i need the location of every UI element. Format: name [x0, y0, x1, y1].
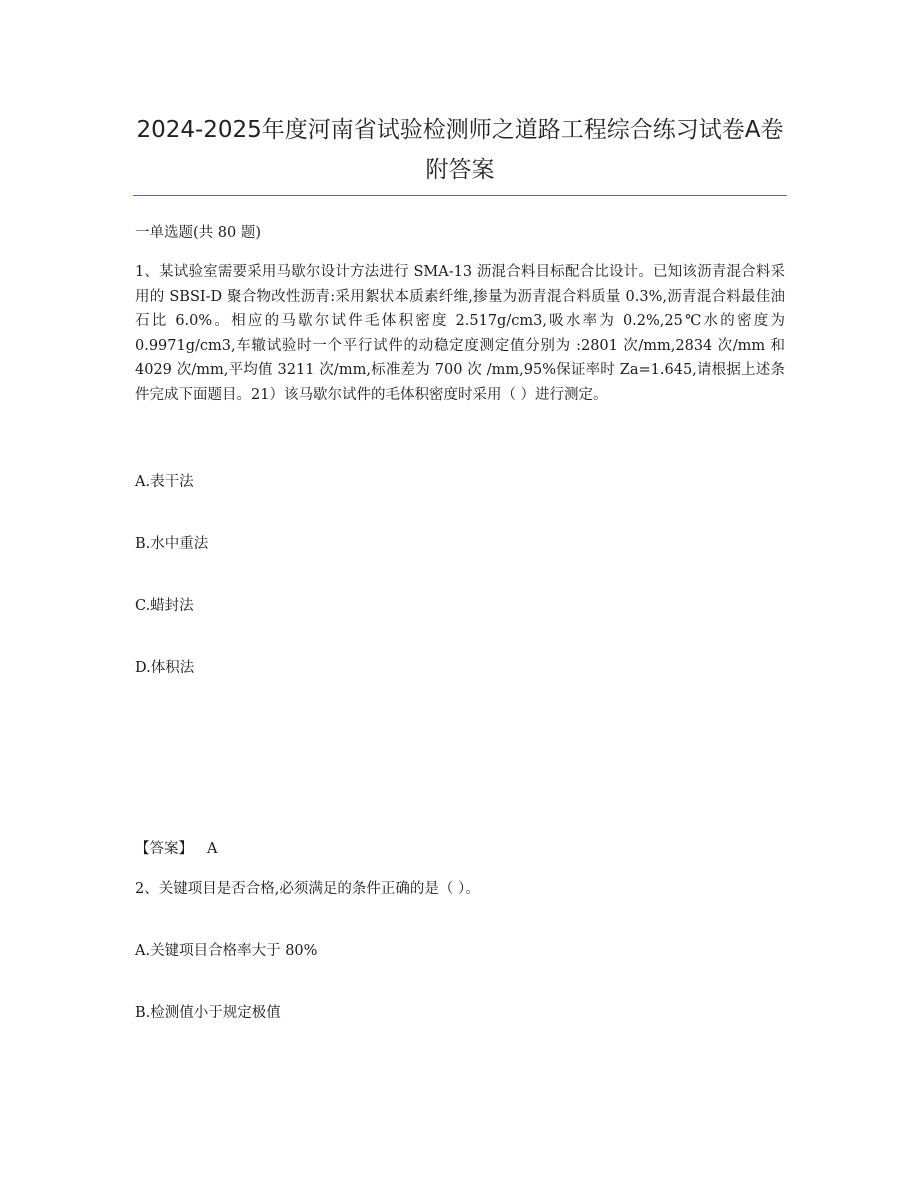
question-2-text: 2、关键项目是否合格,必须满足的条件正确的是（ ）。	[135, 881, 480, 897]
question-1-option-b: B.水中重法	[135, 536, 209, 552]
answer-value: A	[207, 841, 218, 857]
question-1-option-d: D.体积法	[135, 660, 195, 676]
question-2-option-b: B.检测值小于规定极值	[135, 1005, 281, 1021]
document-title: 2024-2025年度河南省试验检测师之道路工程综合练习试卷A卷附答案	[136, 117, 784, 183]
title-divider	[133, 195, 787, 196]
question-2-option-a: A.关键项目合格率大于 80%	[135, 943, 318, 959]
answer-label: 【答案】	[135, 841, 193, 857]
question-1-answer	[135, 838, 217, 860]
section-heading: 一单选题(共 80 题)	[135, 225, 261, 241]
question-1-option-c: C.蜡封法	[135, 598, 194, 614]
question-1-text: 1、某试验室需要采用马歇尔设计方法进行 SMA-13 沥混合料目标配合比设计。已知该沥青混合料采用的 SBSI-D 聚合物改性沥青:采用絮状本质素纤维,掺量为沥青混合料质量 0.3%,沥青混合料最佳油石比 6.0%。相应的马歇尔试件毛体积密度 2.517g/cm3,吸水率为 0.2%,25℃水的密度为 0.9971g/cm3,车辙试验时一个平行试件的动稳定度测定值分别为 :2801 次/mm,2834 次/mm 和 4029 次/mm,平均值 3211 次/mm,标准差为 700 次 /mm,95%保证率时 Za=1.645,请根据上述条件完成下面题目。21）该马歇尔试件的毛体积密度时采用（ ）进行测定。	[135, 264, 785, 403]
question-1-option-a: A.表干法	[135, 474, 194, 490]
